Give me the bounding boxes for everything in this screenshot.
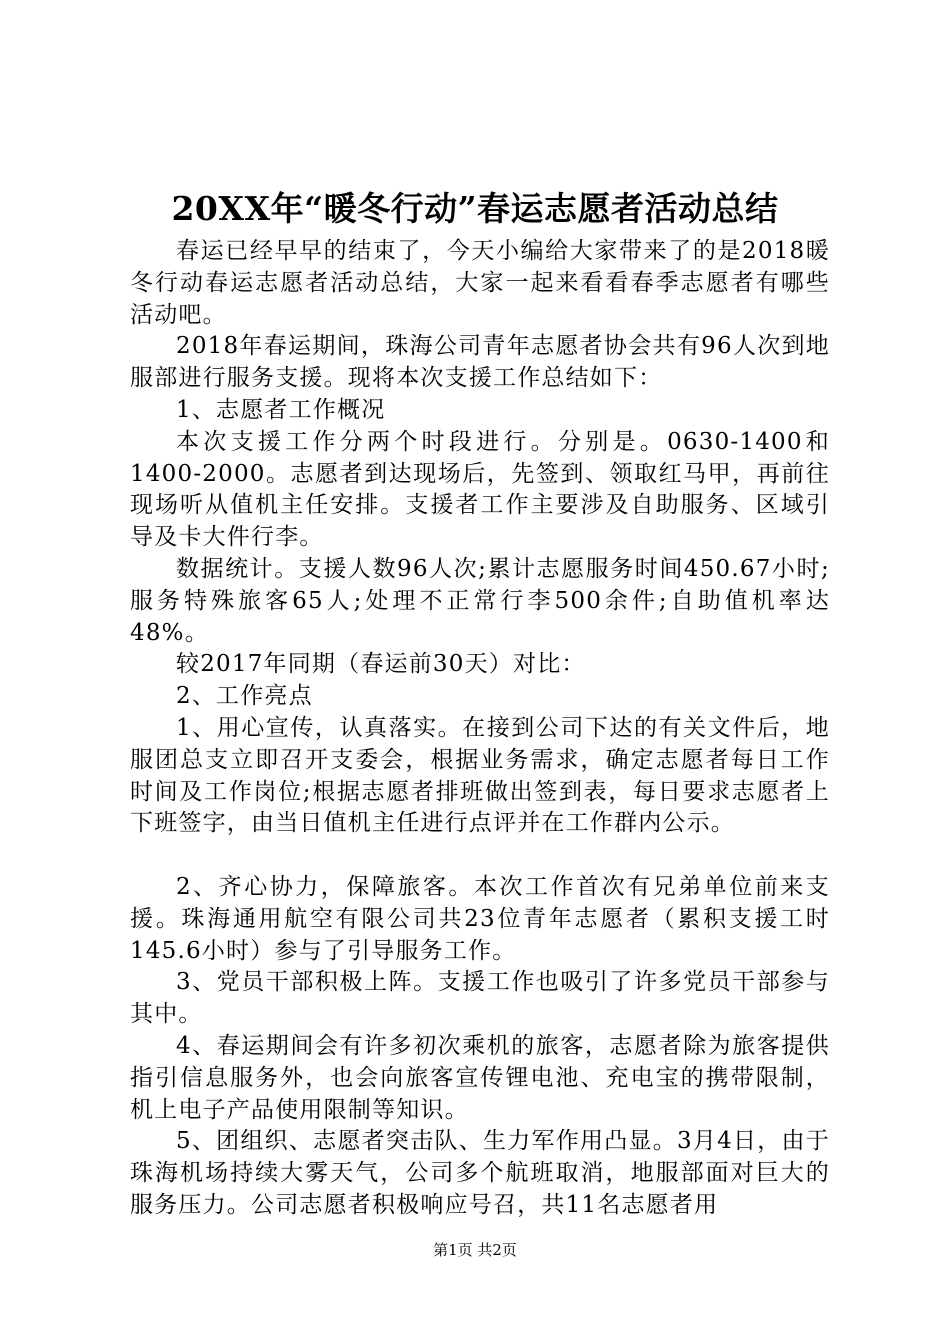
paragraph-highlight-3: 3、党员干部积极上阵。支援工作也吸引了许多党员干部参与其中。 — [130, 969, 830, 1028]
document-body — [130, 236, 830, 1222]
paragraph-statistics: 数据统计。支援人数96人次;累计志愿服务时间450.67小时;服务特殊旅客65人;处理不正常行李500余件;自助值机率达48%。 — [130, 555, 830, 646]
paragraph-highlight-1: 1、用心宣传，认真落实。在接到公司下达的有关文件后，地服团总支立即召开支委会，根据业务需求，确定志愿者每日工作时间及工作岗位;根据志愿者排班做出签到表，每日要求志愿者上下班签字，由当日值机主任进行点评并在工作群内公示。 — [130, 714, 830, 837]
paragraph-highlight-2: 2、齐心协力，保障旅客。本次工作首次有兄弟单位前来支援。珠海通用航空有限公司共23位青年志愿者（累积支援工时145.6小时）参与了引导服务工作。 — [130, 873, 830, 964]
section-heading-work-overview: 1、志愿者工作概况 — [176, 396, 386, 423]
paragraph-highlight-4: 4、春运期间会有许多初次乘机的旅客，志愿者除为旅客提供指引信息服务外，也会向旅客宣传锂电池、充电宝的携带限制，机上电子产品使用限制等知识。 — [130, 1032, 830, 1123]
document-title: 20XX年“暖冬行动”春运志愿者活动总结 — [171, 189, 779, 228]
paragraph-comparison: 较2017年同期（春运前30天）对比： — [176, 651, 586, 678]
page-number-footer: 第1页 共2页 — [433, 1241, 517, 1259]
paragraph-schedule: 本次支援工作分两个时段进行。分别是。0630-1400和1400-2000。志愿者到达现场后，先签到、领取红马甲，再前往现场听从值机主任安排。支援者工作主要涉及自助服务、区域引导及卡大件行李。 — [130, 428, 830, 551]
paragraph-highlight-5: 5、团组织、志愿者突击队、生力军作用凸显。3月4日，由于珠海机场持续大雾天气，公司多个航班取消，地服部面对巨大的服务压力。公司志愿者积极响应号召，共11名志愿者用 — [130, 1128, 830, 1218]
paragraph-overview: 2018年春运期间，珠海公司青年志愿者协会共有96人次到地服部进行服务支援。现将本次支援工作总结如下： — [130, 333, 830, 392]
paragraph-intro: 春运已经早早的结束了，今天小编给大家带来了的是2018暖冬行动春运志愿者活动总结，大家一起来看看春季志愿者有哪些活动吧。 — [130, 238, 830, 328]
section-heading-highlights: 2、工作亮点 — [176, 683, 313, 710]
